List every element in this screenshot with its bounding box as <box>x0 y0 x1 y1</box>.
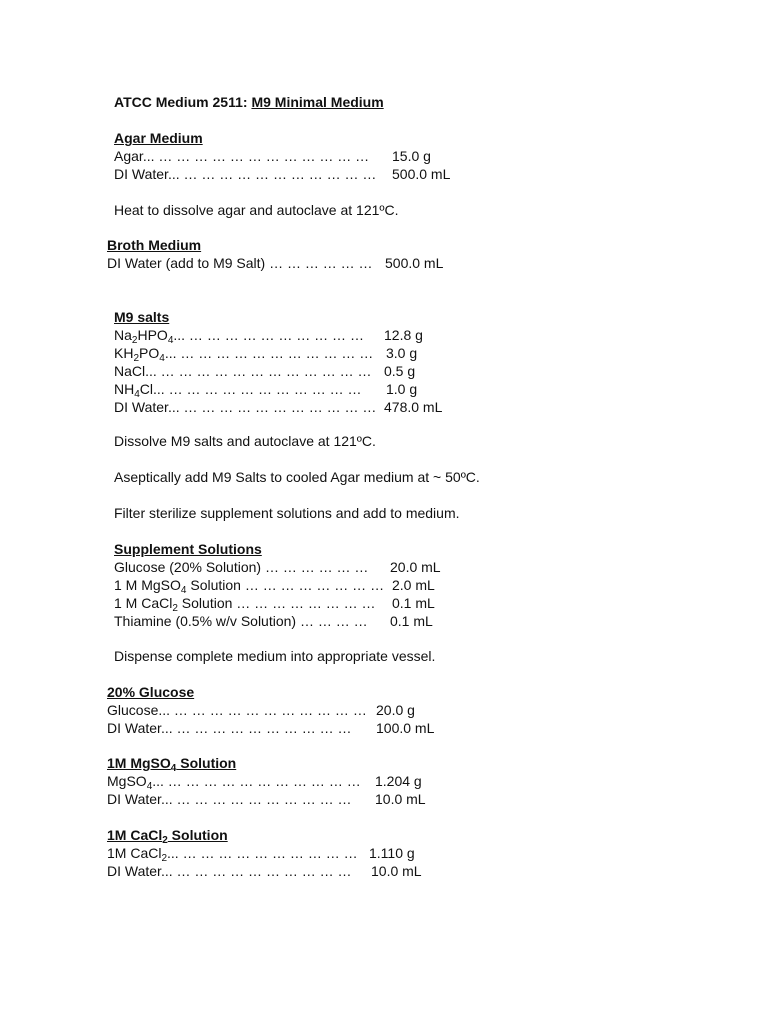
recipe-line: $Na_2HPO_4$... … … … … … … … … … … 12.8 g <box>114 327 423 346</box>
recipe-line: MgSO$_4$... … … … … … … … … … … … 1.204 g <box>107 773 422 792</box>
recipe-line: DI Water... … … … … … … … … … … 10.0 mL <box>107 863 422 879</box>
recipe-line: $KH_2PO_4$... … … … … … … … … … … … 3.0 g <box>114 345 418 364</box>
recipe-line: Thiamine (0.5% w/v Solution) … … … … 0.1 mL <box>114 613 433 629</box>
title-underlined: M9 Minimal Medium <box>251 94 384 110</box>
recipe-line: 1M CaCl$_2$... … … … … … … … … … … 1.110 g <box>107 845 415 864</box>
mgso4-heading: 1M MgSO$_4$ Solution <box>107 755 237 774</box>
recipe-line: NaCl... … … … … … … … … … … … … 0.5 g <box>114 363 416 379</box>
m9-salts-heading: M9 salts <box>114 309 170 325</box>
agar-medium-heading: Agar Medium <box>114 130 203 146</box>
recipe-line: 1 M MgSO$_4$ Solution … … … … … … … … 2.0 mL <box>114 577 435 596</box>
instruction-text: Filter sterilize supplement solutions and add to medium. <box>114 505 460 521</box>
broth-medium-heading: Broth Medium <box>107 237 202 253</box>
recipe-line: Glucose (20% Solution) … … … … … … 20.0 mL <box>114 559 441 575</box>
recipe-line: DI Water (add to M9 Salt) … … … … … … 500.0 mL <box>107 255 444 271</box>
instruction-text: Aseptically add M9 Salts to cooled Agar medium at ~ 50ºC. <box>114 469 480 485</box>
page-title <box>114 93 384 111</box>
recipe-line: DI Water... … … … … … … … … … … 10.0 mL <box>107 791 426 807</box>
glucose-heading: 20% Glucose <box>107 684 195 700</box>
cacl2-heading: 1M CaCl$_2$ Solution <box>107 827 228 846</box>
recipe-line: Agar... … … … … … … … … … … … … 15.0 g <box>114 148 431 164</box>
title-prefix: ATCC Medium 2511: <box>114 94 252 110</box>
instruction-text: Heat to dissolve agar and autoclave at 121ºC. <box>114 202 399 218</box>
recipe-line: $NH_4Cl$... … … … … … … … … … … … 1.0 g <box>114 381 418 400</box>
instruction-text: Dispense complete medium into appropriate vessel. <box>114 648 436 664</box>
instruction-text: Dissolve M9 salts and autoclave at 121ºC. <box>114 433 376 449</box>
recipe-line: DI Water... … … … … … … … … … … 100.0 mL <box>107 720 435 736</box>
recipe-line: DI Water... … … … … … … … … … … … 478.0 mL <box>114 399 443 415</box>
recipe-line: Glucose... … … … … … … … … … … … 20.0 g <box>107 702 415 718</box>
recipe-line: 1 M CaCl$_2$ Solution … … … … … … … … 0.1 mL <box>114 595 435 614</box>
supplement-solutions-heading: Supplement Solutions <box>114 541 262 557</box>
recipe-line: DI Water... … … … … … … … … … … … 500.0 mL <box>114 166 451 182</box>
